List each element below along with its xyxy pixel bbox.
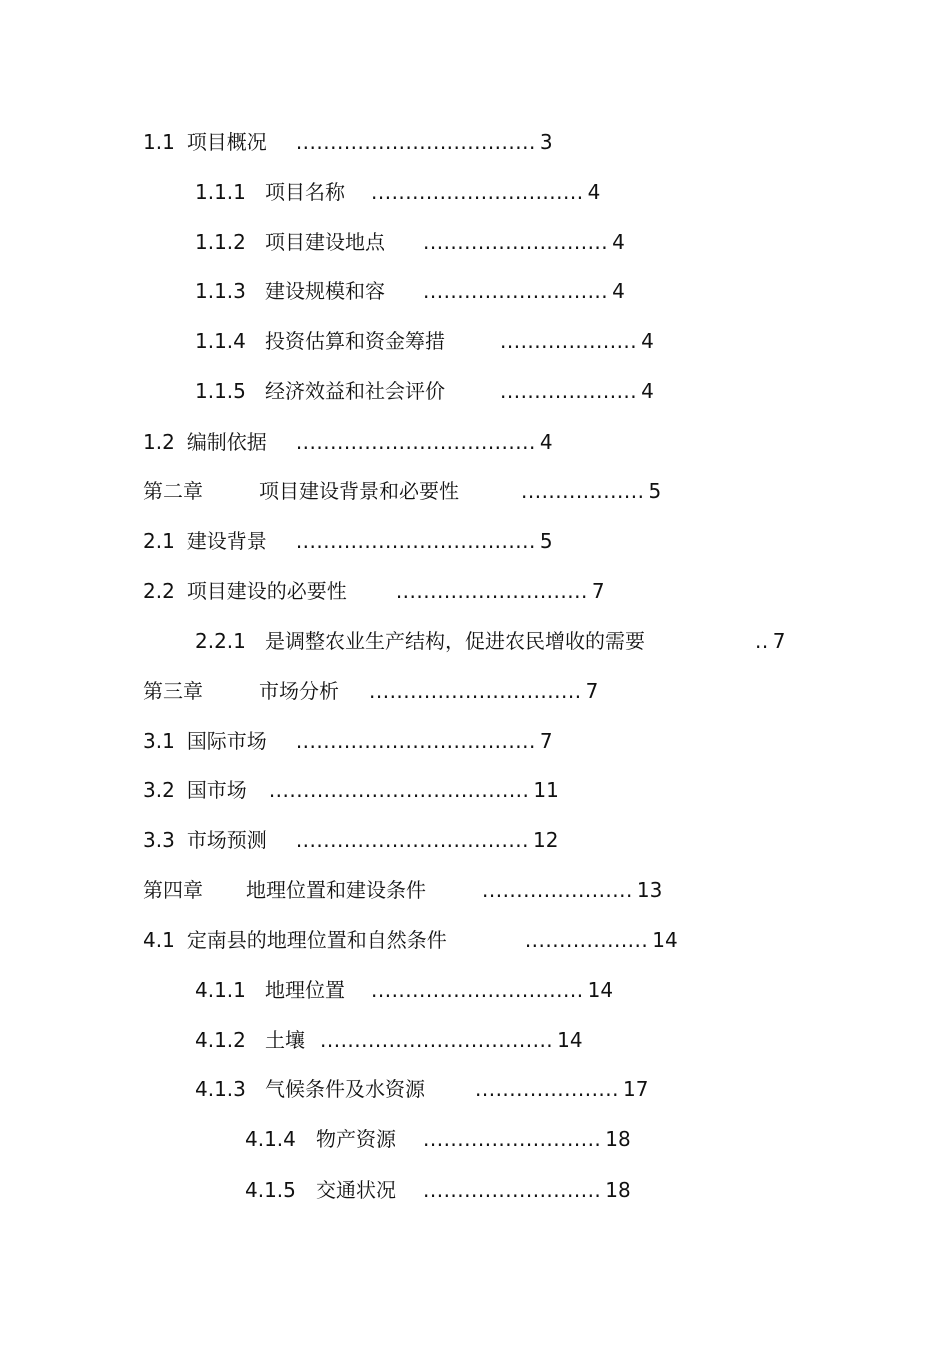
toc-entry-page: 4	[587, 180, 601, 204]
toc-entry-number: 4.1.5	[245, 1178, 296, 1202]
toc-entry-title: 项目名称	[265, 180, 345, 204]
toc-entry-leader: ...........................	[423, 279, 609, 303]
toc-entry-page: 5	[539, 529, 553, 553]
toc-entry-leader: ............................	[395, 579, 588, 603]
toc-entry-leader: ...................................	[295, 430, 536, 454]
toc-entry-number: 4.1	[143, 928, 175, 952]
toc-entry-page: 7	[591, 579, 605, 603]
toc-entry-number: 第三章	[143, 679, 203, 703]
toc-entry-title: 物产资源	[316, 1127, 396, 1151]
toc-entry[interactable]	[143, 676, 598, 706]
toc-entry-leader: ..................	[524, 928, 649, 952]
toc-entry[interactable]	[195, 1025, 583, 1055]
toc-entry-page: 14	[587, 978, 614, 1002]
toc-entry-leader: .....................	[475, 1077, 620, 1101]
toc-entry-title: 地理位置	[265, 978, 345, 1002]
toc-entry-leader: ..	[755, 629, 769, 653]
toc-entry-number: 3.2	[143, 778, 175, 802]
toc-entry-number: 2.1	[143, 529, 175, 553]
toc-entry-number: 第二章	[143, 479, 203, 503]
toc-entry-title: 项目概况	[186, 130, 267, 154]
toc-entry-page: 4	[539, 430, 553, 454]
toc-entry-leader: ...............................	[371, 978, 584, 1002]
toc-entry-page: 4	[641, 329, 654, 353]
toc-entry-leader: ......................	[482, 878, 633, 902]
toc-entry-title: 建设规模和容	[265, 279, 385, 303]
toc-entry-title: 项目建设地点	[265, 230, 385, 254]
toc-entry-leader: ...................................	[295, 130, 536, 154]
toc-entry-number: 4.1.2	[195, 1028, 246, 1052]
toc-entry-page: 4	[641, 379, 654, 403]
toc-entry-title: 市场预测	[186, 828, 267, 852]
toc-entry-page: 4	[612, 279, 625, 303]
toc-entry[interactable]	[143, 775, 559, 805]
toc-entry-title: 项目建设的必要性	[186, 579, 347, 603]
toc-entry-leader: ...............................	[371, 180, 584, 204]
toc-entry-title: 市场分析	[259, 679, 339, 703]
toc-entry[interactable]	[143, 825, 558, 855]
toc-entry-number: 1.1.2	[195, 230, 246, 254]
toc-entry-leader: ..................................	[295, 828, 529, 852]
toc-entry-page: 14	[557, 1028, 583, 1052]
toc-entry-title: 投资估算和资金筹措	[265, 329, 445, 353]
toc-entry-leader: ..................................	[320, 1028, 554, 1052]
toc-entry-number: 3.1	[143, 729, 175, 753]
toc-entry-title: 是调整农业生产结构，促进农民增收的需要	[265, 629, 645, 653]
toc-entry-title: 国市场	[186, 778, 247, 802]
toc-entry[interactable]	[143, 526, 553, 556]
toc-entry-title: 项目建设背景和必要性	[259, 479, 459, 503]
toc-entry-title: 地理位置和建设条件	[246, 878, 426, 902]
toc-entry-number: 第四章	[143, 878, 203, 902]
toc-entry[interactable]	[143, 127, 553, 157]
toc-entry-page: 18	[605, 1178, 631, 1202]
toc-entry-number: 1.1.3	[195, 279, 246, 303]
toc-entry-title: 编制依据	[186, 430, 267, 454]
toc-entry-page: 5	[648, 479, 662, 503]
toc-entry-number: 1.2	[143, 430, 175, 454]
toc-entry[interactable]	[195, 975, 613, 1005]
toc-entry-leader: ......................................	[268, 778, 530, 802]
toc-entry-title: 经济效益和社会评价	[265, 379, 445, 403]
toc-entry-leader: ..........................	[423, 1178, 602, 1202]
toc-entry-number: 1.1	[143, 130, 175, 154]
toc-entry-number: 1.1.5	[195, 379, 246, 403]
toc-entry-page: 18	[605, 1127, 631, 1151]
toc-entry[interactable]	[195, 326, 654, 356]
toc-entry-number: 4.1.3	[195, 1077, 246, 1101]
toc-entry-leader: ...........................	[423, 230, 609, 254]
toc-entry[interactable]	[195, 376, 654, 406]
toc-entry-page: 17	[623, 1077, 649, 1101]
toc-entry[interactable]	[143, 476, 661, 506]
toc-entry-number: 1.1.1	[195, 180, 246, 204]
toc-entry-leader: ...............................	[369, 679, 582, 703]
toc-entry[interactable]	[245, 1175, 631, 1205]
toc-entry-number: 3.3	[143, 828, 175, 852]
toc-entry-title: 气候条件及水资源	[265, 1077, 425, 1101]
toc-entry-title: 土壤	[265, 1028, 305, 1052]
toc-entry-page: 4	[612, 230, 625, 254]
toc-entry-page: 11	[533, 778, 559, 802]
toc-entry-number: 4.1.4	[245, 1127, 296, 1151]
toc-entry[interactable]	[143, 726, 553, 756]
toc-entry-title: 建设背景	[186, 529, 267, 553]
toc-entry-leader: ....................	[500, 329, 638, 353]
toc-entry-title: 国际市场	[186, 729, 267, 753]
toc-entry-number: 1.1.4	[195, 329, 246, 353]
toc-entry-leader: ..........................	[423, 1127, 602, 1151]
toc-entry[interactable]	[195, 177, 600, 207]
toc-entry[interactable]	[143, 576, 605, 606]
toc-entry-page: 7	[539, 729, 553, 753]
toc-entry-number: 2.2	[143, 579, 175, 603]
toc-entry-page: 7	[772, 629, 786, 653]
toc-entry-title: 交通状况	[316, 1178, 396, 1202]
toc-entry-leader: ...................................	[295, 729, 536, 753]
toc-entry[interactable]	[143, 925, 678, 955]
toc-entry-leader: ....................	[500, 379, 638, 403]
toc-entry[interactable]	[245, 1124, 631, 1154]
toc-entry-title: 定南县的地理位置和自然条件	[186, 928, 447, 952]
toc-entry-number: 2.2.1	[195, 629, 246, 653]
toc-entry-page: 14	[652, 928, 678, 952]
toc-entry[interactable]	[143, 427, 553, 457]
toc-entry-page: 13	[636, 878, 663, 902]
toc-entry-page: 12	[532, 828, 559, 852]
toc-entry[interactable]	[195, 1074, 648, 1104]
toc-entry-leader: ...................................	[295, 529, 536, 553]
toc-entry-page: 3	[539, 130, 553, 154]
toc-entry[interactable]	[195, 227, 625, 257]
toc-entry-number: 4.1.1	[195, 978, 246, 1002]
toc-entry[interactable]	[143, 875, 662, 905]
toc-entry-page: 7	[585, 679, 599, 703]
toc-entry[interactable]	[195, 276, 625, 306]
toc-entry[interactable]	[195, 626, 785, 656]
toc-entry-leader: ..................	[521, 479, 645, 503]
